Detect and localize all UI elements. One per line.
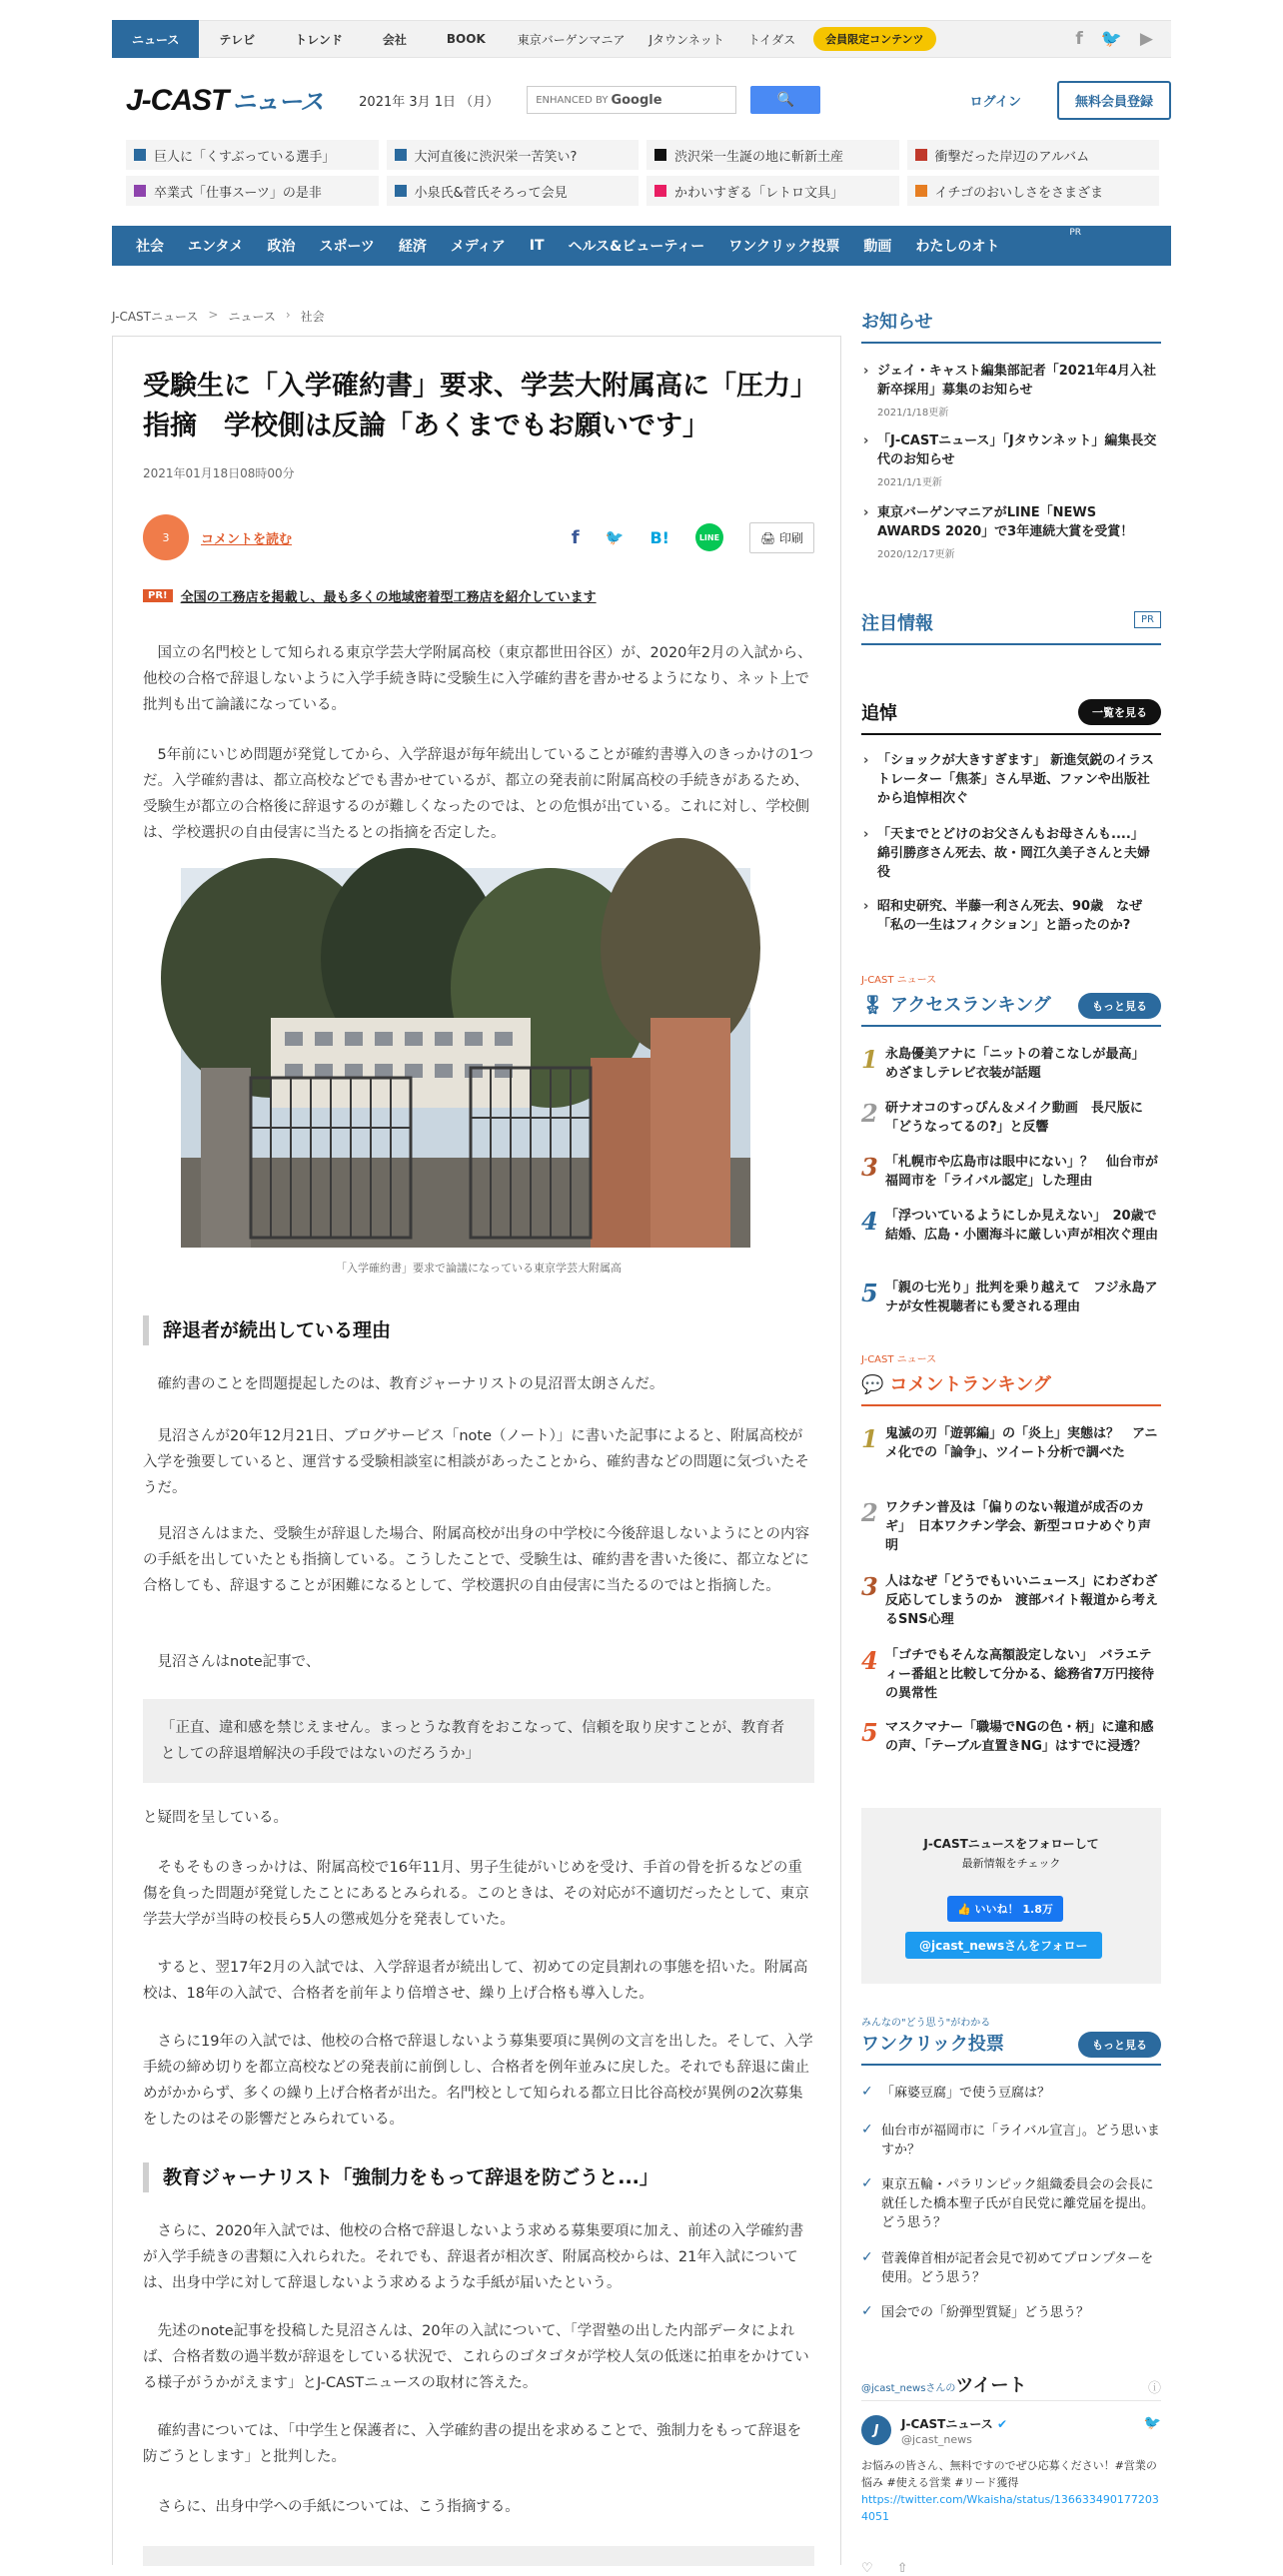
heart-icon[interactable]: ♡ [861, 2561, 873, 2576]
vote-item[interactable]: 国会での「紛弾型質疑」どう思う？ [881, 2305, 1090, 2320]
pickup-item[interactable] [646, 140, 899, 170]
pickup-item[interactable] [387, 140, 640, 170]
tweet-author-name[interactable] [901, 2415, 1007, 2432]
pr-ad[interactable] [143, 586, 814, 605]
article-quote [143, 2546, 814, 2566]
notice-date: 2020/12/17更新 [877, 549, 955, 560]
vote-header [861, 2030, 1161, 2066]
pickup-bullet [395, 185, 407, 197]
article-paragraph: 確約書のことを問題提起したのは、教育ジャーナリストの見沼晋太朗さんだ。 [143, 1376, 664, 1392]
tweet-author-handle[interactable]: @jcast_news [901, 2433, 972, 2446]
comment-ranking-item[interactable]: 人はなぜ「どうでもいいニュース」にわざわざ反応してしまうのか 渡部バイト報道から考えるSNS心理 [885, 1574, 1159, 1627]
article-paragraph: さらに19年の入試では、他校の合格で辞退しないよう募集要項に異例の文言を出した。そして、入学手続の締め切りを都立高校などの発表前に前倒しし、合格者を例年並みに戻した。それでも辞退に歯止めがかからず、多くの繰り上げ合格者が出た。名門校として知られる都立日比谷高校が異例の2次募集をしたのはその影響だとみられている。 [143, 2034, 813, 2128]
topnav-item-bargain[interactable]: 東京バーゲンマニア [517, 32, 626, 47]
comment-count: 3 [162, 530, 170, 544]
access-more-button[interactable]: もっと見る [1078, 993, 1161, 1019]
article-paragraph: 見沼さんが20年12月21日、ブログサービス「note（ノート）」に書いた記事によると、附属高校が入学を強要していると、運営する受験相談室に相談があったことから、確約書などの問題に気づいたそうだ。 [143, 1428, 809, 1496]
line-share-icon[interactable]: LINE [695, 523, 723, 551]
article-photo [181, 868, 750, 1248]
notice-title: お知らせ [861, 312, 933, 333]
cat-economy[interactable]: 経済 [398, 239, 427, 255]
search-input[interactable] [527, 86, 736, 114]
topnav-item-tv[interactable]: テレビ [219, 32, 256, 47]
article-paragraph: 国立の名門校として知られる東京学芸大学附属高校（東京都世田谷区）が、2020年2月の入試から、他校の合格で辞退しないように入学手続き時に受験生に入学確約書を書かせるようになり、ネット上で批判も出て論議になっている。 [143, 645, 812, 713]
cat-watashi-no-oto[interactable]: わたしのオト [915, 239, 1000, 255]
pickup-bullet [134, 185, 146, 197]
vote-item[interactable]: 東京五輪・パラリンピック組織委員会の会長に就任した橋本聖子氏が自民党に離党届を提出。どう思う？ [881, 2177, 1155, 2230]
rank-number: 4 [861, 1207, 878, 1236]
featured-header [861, 609, 1161, 645]
rank-number: 3 [861, 1572, 878, 1601]
pickup-bullet [915, 185, 927, 197]
access-ranking-item[interactable]: 「札幌市や広島市は眼中にない」？ 仙台市が福岡市を「ライバル認定」した理由 [885, 1155, 1159, 1189]
pickup-label: 大河直後に渋沢栄一苦笑い? [414, 149, 578, 165]
pickup-bullet [134, 149, 146, 161]
tweet-actions [861, 2561, 1161, 2576]
social-links [1075, 29, 1171, 49]
cat-society[interactable]: 社会 [136, 239, 164, 255]
access-ranking-org: J-CAST ニュース [861, 975, 937, 986]
twitter-follow-button[interactable]: @jcast_newsさんをフォロー [905, 1932, 1102, 1959]
read-comments-link[interactable]: コメントを読む [201, 531, 293, 547]
search-button[interactable] [750, 86, 820, 114]
article-paragraph: 見沼さんはnote記事で、 [143, 1654, 321, 1670]
youtube-icon[interactable]: ▶ [1139, 29, 1153, 49]
check-icon: ✓ [861, 2303, 873, 2319]
tweet-link[interactable]: https://twitter.com/Wkaisha/status/1366334901772034051 [861, 2493, 1159, 2523]
share-buttons [572, 522, 814, 553]
article-title: 受験生に「入学確約書」要求、学芸大附属高に「圧力」指摘 学校側は反論「あくまでもお願いです」 [143, 371, 804, 441]
check-icon: ✓ [861, 2122, 873, 2138]
section-heading: 教育ジャーナリスト「強制力をもって辞退を防ごうと...」 [143, 2162, 814, 2192]
article-paragraph: すると、翌17年2月の入試では、入学辞退者が続出して、初めての定員割れの事態を招いた。附属高校は、18年の入試で、合格者を前年より倍増させ、繰り上げ合格も導入した。 [143, 1960, 808, 2002]
twitter-share-icon[interactable]: 🐦 [605, 528, 625, 546]
obit-more-button[interactable]: 一覧を見る [1078, 699, 1161, 725]
rank-number: 2 [861, 1498, 878, 1527]
vote-more-button[interactable]: もっと見る [1078, 2032, 1161, 2058]
pickup-item[interactable] [646, 176, 899, 206]
header-date: 2021年 3月 1日 （月） [359, 94, 500, 110]
twitter-bird-icon: 🐦 [1143, 2415, 1161, 2431]
article [112, 336, 841, 2565]
comment-ranking-org: J-CAST ニュース [861, 1354, 937, 1365]
notice-header [861, 308, 1161, 344]
comment-ranking-title [861, 1374, 1051, 1395]
breadcrumb-separator: > [208, 308, 219, 322]
premium-content-badge[interactable]: 会員限定コンテンツ [813, 27, 935, 51]
topnav-item-trend[interactable]: トレンド [295, 32, 343, 47]
follow-line-2: 最新情報をチェック [961, 1857, 1061, 1870]
twitter-icon[interactable]: 🐦 [1100, 29, 1122, 49]
comment-ranking-item[interactable]: ワクチン普及は「偏りのない報道が成否のカギ」 日本ワクチン学会、新型コロナめぐり声明 [885, 1500, 1151, 1553]
timeline-title: ツイート [955, 2375, 1027, 2396]
rank-number: 1 [861, 1424, 878, 1453]
search-google-label: Google [611, 92, 662, 108]
search-icon: 🔍 [776, 92, 794, 108]
timeline-header [861, 2371, 1161, 2401]
vote-item[interactable]: 「麻婆豆腐」で使う豆腐は？ [881, 2086, 1051, 2101]
comment-count-icon[interactable] [143, 514, 189, 560]
article-paragraph: さらに、2020年入試では、他校の合格で辞退しないよう求める募集要項に加え、前述の入学確約書が入学手続きの書類に入れられた。それでも、辞退者が相次ぎ、附属高校からは、21年入試については、出身中学に対して辞退しないよう求めるような手紙が届いたという。 [143, 2223, 804, 2291]
pickup-item[interactable] [126, 140, 379, 170]
topnav-item-toidas[interactable]: トイダス [747, 32, 796, 47]
pickup-links [126, 140, 1159, 206]
facebook-share-icon[interactable]: f [571, 526, 580, 548]
facebook-icon[interactable]: f [1075, 29, 1083, 49]
pickup-bullet [654, 185, 666, 197]
avatar[interactable]: J [861, 2415, 891, 2445]
check-icon: ✓ [861, 2084, 873, 2100]
pr-ad-text: 全国の工務店を掲載し、最も多くの地域密着型工務店を紹介しています [180, 590, 597, 605]
comment-ranking-header [861, 1370, 1161, 1406]
category-nav [112, 226, 1171, 266]
rank-number: 1 [861, 1045, 878, 1074]
follow-text [861, 1834, 1161, 1874]
article-paragraph: さらに、出身中学への手紙については、こう指摘する。 [143, 2499, 520, 2515]
pickup-item[interactable] [387, 176, 640, 206]
pickup-bullet [654, 149, 666, 161]
article-paragraph: 確約書については、「中学生と保護者に、入学確約書の提出を求めることで、強制力をもって辞退を防ごうとします」と批判した。 [143, 2423, 802, 2465]
pickup-label: 渋沢栄一生誕の地に斬新土産 [674, 149, 844, 165]
pickup-item[interactable] [907, 176, 1160, 206]
topnav-item-company[interactable]: 会社 [382, 32, 407, 47]
breadcrumb-society[interactable]: 社会 [300, 310, 325, 324]
hatena-share-icon[interactable]: B! [649, 527, 669, 547]
search-enhanced-label: ENHANCED BY [536, 94, 609, 106]
ribbon-icon: 🎖 [861, 995, 884, 1016]
breadcrumb-home[interactable]: J-CASTニュース [112, 310, 199, 324]
featured-pr-badge: PR [1134, 611, 1161, 628]
login-link[interactable]: ログイン [969, 94, 1021, 110]
site-header [112, 78, 1171, 122]
pickup-label: イチゴのおいしさをさまざま [934, 185, 1103, 201]
follow-box [861, 1808, 1161, 1984]
tweet-text: お悩みの皆さん、無料ですのでぜひ応募ください！#営業の悩み #使える営業 #リード獲得 [861, 2459, 1157, 2489]
notice-item[interactable]: › ジェイ・キャスト編集部記者「2021年4月入社新卒採用」募集のお知らせ [877, 362, 1161, 400]
access-ranking-item[interactable]: 「親の七光り」批判を乗り越えて フジ永島アナが女性視聴者にも愛される理由 [885, 1281, 1158, 1314]
section-heading: 辞退者が続出している理由 [143, 1315, 814, 1345]
rank-number: 3 [861, 1153, 878, 1182]
access-ranking-item[interactable]: 「浮ついているようにしか見えない」 20歳で結婚、広島・小園海斗に厳しい声が相次ぐ理由 [885, 1209, 1159, 1243]
check-icon: ✓ [861, 2175, 873, 2191]
share-row [143, 514, 814, 560]
breadcrumb-news[interactable]: ニュース [228, 310, 276, 324]
follow-line-1: J-CASTニュースをフォローして [923, 1837, 1099, 1851]
site-logo[interactable] [112, 82, 323, 118]
logo-jcast: J-CAST [126, 84, 229, 117]
article-paragraph: そもそものきっかけは、附属高校で16年11月、男子生徒がいじめを受け、手首の骨を折るなどの重傷を負った問題が発覚したことにあるとみられる。このときは、その対応が不適切だったとして、東京学芸大学が当時の校長ら5人の懲戒処分を発表していた。 [143, 1860, 809, 1928]
pickup-bullet [915, 149, 927, 161]
register-button[interactable]: 無料会員登録 [1057, 81, 1171, 120]
article-paragraph: 5年前にいじめ問題が発覚してから、入学辞退が毎年続出していることが確約書導入のきっかけの1つだ。入学確約書は、都立高校などでも書かせているが、都立の発表前に附属高校の手続きがあるため、受験生が都立の合格後に辞退するのが難しくなったのでは、との危惧が出ている。これに対し、学校側は、学校選択の自由侵害に当たるとの指摘を否定した。 [143, 747, 813, 841]
cat-sports[interactable]: スポーツ [319, 239, 375, 255]
access-ranking-header [861, 991, 1161, 1027]
access-ranking-item[interactable]: 永島優美アナに「ニットの着こなしが最高」 めざましテレビ衣装が話題 [885, 1047, 1151, 1081]
catnav-pr-label: PR [1069, 228, 1081, 238]
facebook-like-button[interactable]: 👍 いいね！ 1.8万 [947, 1896, 1063, 1922]
pickup-bullet [395, 149, 407, 161]
rank-number: 2 [861, 1099, 878, 1128]
photo-caption: 「入学確約書」要求で論議になっている東京学芸大附属高 [336, 1262, 622, 1275]
breadcrumb-separator: › [285, 308, 291, 322]
cat-one-click-vote[interactable]: ワンクリック投票 [728, 239, 840, 255]
comment-ranking-title-text: コメントランキング [889, 1374, 1051, 1395]
access-ranking-title [861, 995, 1051, 1016]
cat-health-beauty[interactable]: ヘルス&ビューティー [568, 239, 705, 255]
pickup-label: 卒業式「仕事スーツ」の是非 [154, 185, 322, 201]
pickup-label: 巨人に「くすぶっている選手」 [154, 149, 336, 165]
access-ranking-item[interactable]: 研ナオコのすっぴん＆メイク動画 長尺版に「どうなってるの?」と反響 [885, 1101, 1143, 1135]
vote-item[interactable]: 仙台市が福岡市に「ライバル宣言」。どう思いますか？ [881, 2124, 1160, 2157]
rank-number: 5 [861, 1279, 878, 1307]
cat-video[interactable]: 動画 [863, 239, 892, 255]
breadcrumb [112, 308, 325, 325]
vote-org: みんなの"どう思う"がわかる [861, 2018, 991, 2029]
notice-date: 2021/1/1更新 [877, 477, 942, 488]
topnav-item-news[interactable]: ニュース [112, 20, 199, 58]
featured-title: 注目情報 [861, 613, 933, 634]
rank-number: 5 [861, 1718, 878, 1747]
topnav-item-jtown[interactable]: Jタウンネット [648, 32, 724, 47]
comment-ranking-item[interactable]: 「ゴチでもそんな高額設定しない」 バラエティー番組と比較して分かる、総務省7万円接待の異常性 [885, 1648, 1155, 1701]
cat-it[interactable]: IT [529, 238, 545, 254]
check-icon: ✓ [861, 2249, 873, 2265]
logo-news: ニュース [232, 89, 324, 116]
notice-date: 2021/1/18更新 [877, 408, 949, 419]
article-paragraph: 見沼さんはまた、受験生が辞退した場合、附属高校が出身の中学校に今後辞退しないようにとの内容の手紙を出していたとも指摘している。こうしたことで、受験生は、確約書を書いた後に、都立などに合格しても、辞退することが困難になるとして、学校選択の自由侵害に当たるのではと指摘した。 [143, 1526, 809, 1594]
access-ranking-title-text: アクセスランキング [889, 995, 1051, 1016]
topnav-item-book[interactable]: BOOK [446, 32, 486, 46]
cat-entertainment[interactable]: エンタメ [188, 239, 244, 255]
pickup-item[interactable] [126, 176, 379, 206]
school-gate-image [181, 868, 750, 1248]
print-button[interactable]: 🖨 印刷 [749, 522, 814, 553]
cat-politics[interactable]: 政治 [267, 239, 296, 255]
top-nav [112, 20, 1171, 58]
article-quote: 「正直、違和感を禁じえません。まっとうな教育をおこなって、信頼を取り戻すことが、教育者としての辞退増解決の手段ではないのだろうか」 [143, 1699, 814, 1783]
pickup-label: 小泉氏&菅氏そろって会見 [414, 185, 568, 201]
cat-media[interactable]: メディア [450, 239, 506, 255]
obit-item[interactable]: › 昭和史研究、半藤一利さん死去、90歳 なぜ「私の一生はフィクション」と語ったのか? [877, 897, 1161, 935]
timeline-owner: @jcast_newsさんの [861, 2383, 956, 2394]
article-paragraph: と疑問を呈している。 [143, 1810, 288, 1826]
notice-item[interactable]: › 東京バーゲンマニアがLINE「NEWS AWARDS 2020」で3年連続大賞を受賞！ [877, 503, 1161, 541]
comment-ranking-item[interactable]: 鬼滅の刃「遊郭編」の「炎上」実態は？ アニメ化での「論争」、ツイート分析で調べた [885, 1426, 1158, 1460]
pickup-label: かわいすぎる「レトロ文具」 [674, 185, 844, 201]
pickup-item[interactable] [907, 140, 1160, 170]
obit-header [861, 699, 1161, 735]
article-paragraph: 先述のnote記事を投稿した見沼さんは、20年の入試について、「学習塾の出した内部データによれば、合格者数の過半数が辞退をしている状況で、これらのゴタゴタが学校人気の低迷に拍車をかけている様子がうかがえます」とJ-CASTニュースの取材に答えた。 [143, 2323, 809, 2391]
tweet-author-name-text: J-CASTニュース [901, 2417, 993, 2431]
vote-item[interactable]: 菅義偉首相が記者会見で初めてプロンプターを使用。どう思う？ [881, 2251, 1154, 2285]
pr-badge: PR! [143, 589, 173, 602]
share-icon[interactable]: ⇧ [896, 2561, 908, 2576]
notice-item[interactable]: › 「J-CASTニュース」「Jタウンネット」編集長交代のお知らせ [877, 431, 1161, 469]
speech-bubble-icon: 💬 [861, 1374, 884, 1395]
info-icon[interactable]: ⓘ [1147, 2381, 1161, 2396]
article-date: 2021年01月18日08時00分 [143, 466, 295, 480]
verified-icon: ✔ [996, 2417, 1008, 2431]
pickup-label: 衝撃だった岸辺のアルバム [934, 149, 1090, 165]
comment-ranking-item[interactable]: マスクマナー「職場でNGの色・柄」に違和感の声、「テーブル直置きNG」はすでに浸透？ [885, 1720, 1154, 1754]
vote-title: ワンクリック投票 [861, 2034, 1004, 2055]
rank-number: 4 [861, 1646, 878, 1675]
obit-title: 追悼 [861, 703, 897, 724]
obit-item[interactable]: › 「ショックが大きすぎます」 新進気鋭のイラストレーター「焦茶」さん早逝、ファンや出版社から追悼相次ぐ [877, 751, 1161, 808]
obit-item[interactable]: › 「天までとどけのお父さんもお母さんも....」 綿引勝彦さん死去、故・岡江久美子さんと夫婦役 [877, 825, 1161, 882]
